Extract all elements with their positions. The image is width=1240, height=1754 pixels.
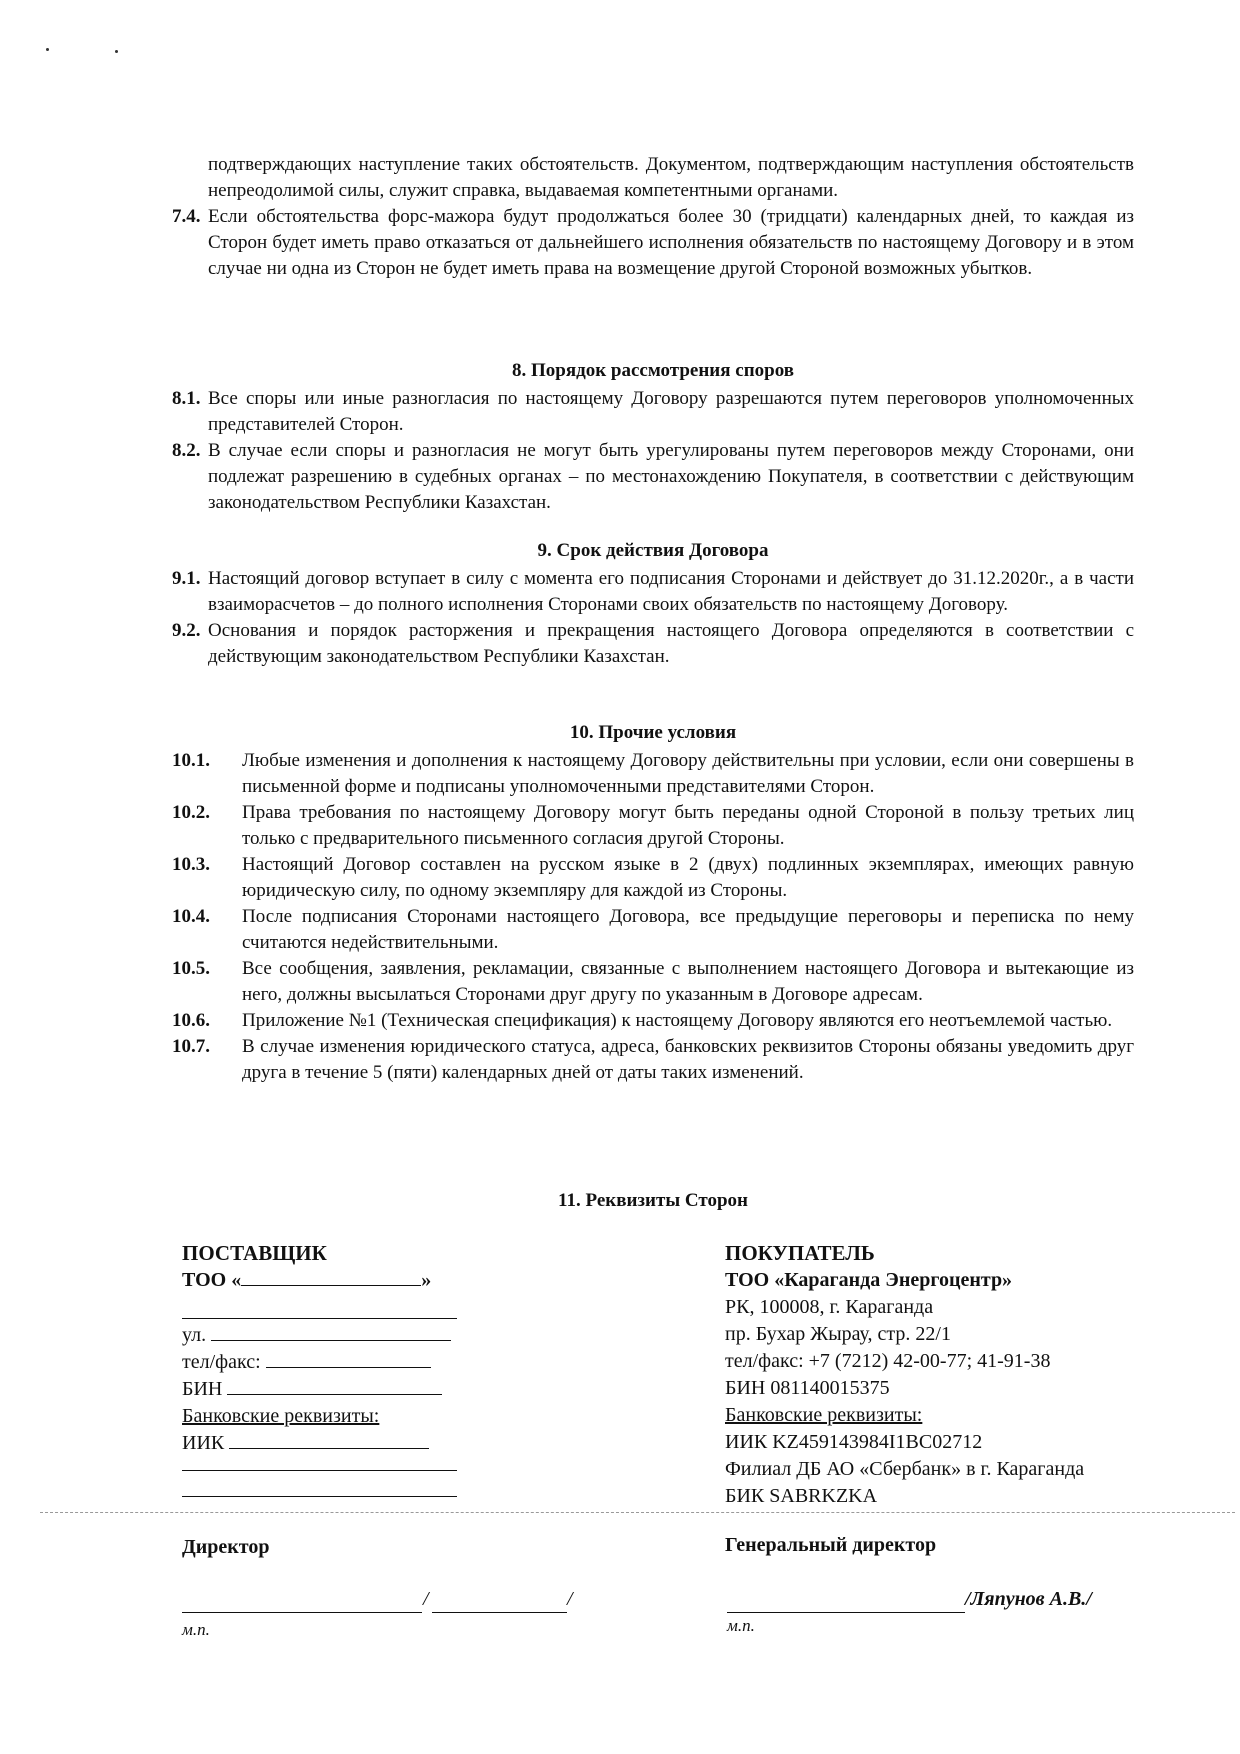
supplier-bank-label: Банковские реквизиты: <box>182 1405 380 1427</box>
clause-10-1 <box>172 748 1134 800</box>
section-9-heading: 9. Срок действия Договора <box>537 540 769 561</box>
clause-text: Основания и порядок расторжения и прекращения настоящего Договора определяются в соответствии с действующим законодательством Республики Казахстан. <box>208 620 1134 667</box>
clause-10-2 <box>172 800 1134 852</box>
supplier-iik-blank[interactable] <box>229 1430 429 1449</box>
clause-text: Приложение №1 (Техническая спецификация) к настоящему Договору являются его неотъемлемой частью. <box>242 1010 1113 1031</box>
buyer-bank-label: Банковские реквизиты: <box>725 1404 923 1426</box>
clause-number: 8.1. <box>172 388 201 409</box>
clause-8-2 <box>172 438 1134 516</box>
supplier-company-prefix: ТОО « <box>182 1269 242 1291</box>
clause-text: В случае если споры и разногласия не могут быть урегулированы путем переговоров между Сторонами, они подлежат разрешению в судебных органах – по местонахождению Покупателя, в соответствии с действующим законодательством Республики Казахстан. <box>208 440 1134 513</box>
supplier-street-blank[interactable] <box>211 1322 451 1341</box>
supplier-iik-row <box>182 1430 482 1457</box>
clause-text: В случае изменения юридического статуса, адреса, банковских реквизитов Стороны обязаны уведомить друг друга в течение 5 (пяти) календарных дней от даты таких изменений. <box>242 1036 1134 1083</box>
clause-text: После подписания Сторонами настоящего Договора, все предыдущие переговоры и переписка по нему считаются недействительными. <box>242 906 1134 953</box>
clause-8-1 <box>172 386 1134 438</box>
section-9-block <box>172 566 1134 670</box>
clause-number: 10.3. <box>172 854 210 875</box>
section-11-heading: 11. Реквизиты Сторон <box>558 1190 748 1211</box>
supplier-bin-row <box>182 1376 482 1403</box>
clause-text: Настоящий Договор составлен на русском языке в 2 (двух) подлинных экземплярах, имеющих равную юридическую силу, по одному экземпляру для каждой из Стороны. <box>242 854 1134 901</box>
buyer-stamp-label: м.п. <box>727 1616 755 1635</box>
scan-dot <box>115 50 118 53</box>
clause-text: Если обстоятельства форс-мажора будут продолжаться более 30 (тридцати) календарных дней, то каждая из Сторон будет иметь право отказаться от дальнейшего исполнения обязательств по настоящему Договору и в этом случае ни одна из Сторон не будет иметь права на возмещение другой Стороной возможных убытков. <box>208 206 1134 279</box>
buyer-address-line1: РК, 100008, г. Караганда <box>725 1296 934 1318</box>
supplier-bin-label: БИН <box>182 1378 223 1400</box>
clause-number: 9.2. <box>172 620 201 641</box>
supplier-signature-slash: / <box>567 1588 573 1610</box>
buyer-branch: Филиал ДБ АО «Сбербанк» в г. Караганда <box>725 1458 1085 1480</box>
supplier-phone-label: тел/факс: <box>182 1351 261 1373</box>
section-10-heading: 10. Прочие условия <box>569 722 737 743</box>
supplier-signature-line[interactable] <box>182 1612 422 1613</box>
clause-number: 9.1. <box>172 568 201 589</box>
section-8-block <box>172 386 1134 516</box>
supplier-role: Директор <box>182 1536 270 1558</box>
clause-10-3 <box>172 852 1134 904</box>
supplier-company <box>182 1267 482 1294</box>
clause-number: 7.4. <box>172 206 201 227</box>
clause-9-1 <box>172 566 1134 618</box>
supplier-phone-blank[interactable] <box>266 1349 431 1368</box>
clause-text: Все сообщения, заявления, рекламации, связанные с выполнением настоящего Договора и вытекающие из него, должны высылаться Сторонами друг другу по указанным в Договоре адресам. <box>242 958 1134 1005</box>
intro-paragraph: подтверждающих наступление таких обстоятельств. Документом, подтверждающим наступления обстоятельств непреодолимой силы, служит справка, выдаваемая компетентными органами. <box>208 154 1134 201</box>
supplier-blank-line[interactable] <box>182 1496 457 1497</box>
clause-number: 10.6. <box>172 1010 210 1031</box>
scan-dot <box>46 48 49 51</box>
buyer-bik: БИК SABRKZKA <box>725 1485 878 1507</box>
clause-7-4 <box>172 204 1134 282</box>
buyer-phone: тел/факс: +7 (7212) 42-00-77; 41-91-38 <box>725 1350 1051 1372</box>
supplier-blank-line[interactable] <box>182 1470 457 1471</box>
buyer-iik: ИИК KZ459143984I1BC02712 <box>725 1431 983 1453</box>
clause-number: 10.5. <box>172 958 210 979</box>
clause-text: Любые изменения и дополнения к настоящему Договору действительны при условии, если они совершены в письменной форме и подписаны уполномоченными представителями Сторон. <box>242 750 1134 797</box>
buyer-signer-name: /Ляпунов А.В./ <box>965 1588 1092 1610</box>
supplier-company-suffix: » <box>421 1269 432 1291</box>
clause-9-2 <box>172 618 1134 670</box>
section-10-block <box>172 748 1134 1086</box>
clause-text: Настоящий договор вступает в силу с момента его подписания Сторонами и действует до 31.12.2020г., а в части взаиморасчетов – до полного исполнения Сторонами своих обязательств по настоящему Договору. <box>208 568 1134 615</box>
supplier-company-blank[interactable] <box>241 1267 421 1286</box>
buyer-details <box>725 1240 1155 1510</box>
supplier-signature-slash: / <box>423 1588 429 1610</box>
supplier-phone-row <box>182 1349 482 1376</box>
clause-number: 8.2. <box>172 440 201 461</box>
supplier-blank-line[interactable] <box>182 1318 457 1319</box>
supplier-fields <box>182 1322 482 1457</box>
supplier-street-label: ул. <box>182 1324 207 1346</box>
supplier-stamp-label: м.п. <box>182 1620 210 1639</box>
buyer-role: Генеральный директор <box>725 1534 937 1556</box>
clause-number: 10.7. <box>172 1036 210 1057</box>
clause-number: 10.2. <box>172 802 210 823</box>
buyer-title: ПОКУПАТЕЛЬ <box>725 1241 875 1265</box>
clause-number: 10.1. <box>172 750 210 771</box>
supplier-name-line[interactable] <box>432 1612 567 1613</box>
clause-number: 10.4. <box>172 906 210 927</box>
supplier-iik-label: ИИК <box>182 1432 225 1454</box>
supplier-title: ПОСТАВЩИК <box>182 1241 327 1265</box>
clause-text: Права требования по настоящему Договору могут быть переданы одной Стороной в пользу третьих лиц только с предварительного письменного согласия другой Стороны. <box>242 802 1134 849</box>
clause-10-4 <box>172 904 1134 956</box>
clause-text: Все споры или иные разногласия по настоящему Договору разрешаются путем переговоров уполномоченных представителей Сторон. <box>208 388 1134 435</box>
section-7-block <box>172 152 1134 282</box>
supplier-details <box>182 1240 482 1294</box>
section-8-heading: 8. Порядок рассмотрения споров <box>511 360 795 381</box>
clause-10-6 <box>172 1008 1134 1034</box>
buyer-address-line2: пр. Бухар Жырау, стр. 22/1 <box>725 1323 951 1345</box>
buyer-signature-line[interactable] <box>727 1612 965 1613</box>
clause-10-5 <box>172 956 1134 1008</box>
buyer-bin: БИН 081140015375 <box>725 1377 890 1399</box>
buyer-company: ТОО «Караганда Энергоцентр» <box>725 1269 1013 1291</box>
supplier-street-row <box>182 1322 482 1349</box>
clause-10-7 <box>172 1034 1134 1086</box>
dashed-separator <box>40 1512 1235 1513</box>
supplier-bin-blank[interactable] <box>227 1376 442 1395</box>
